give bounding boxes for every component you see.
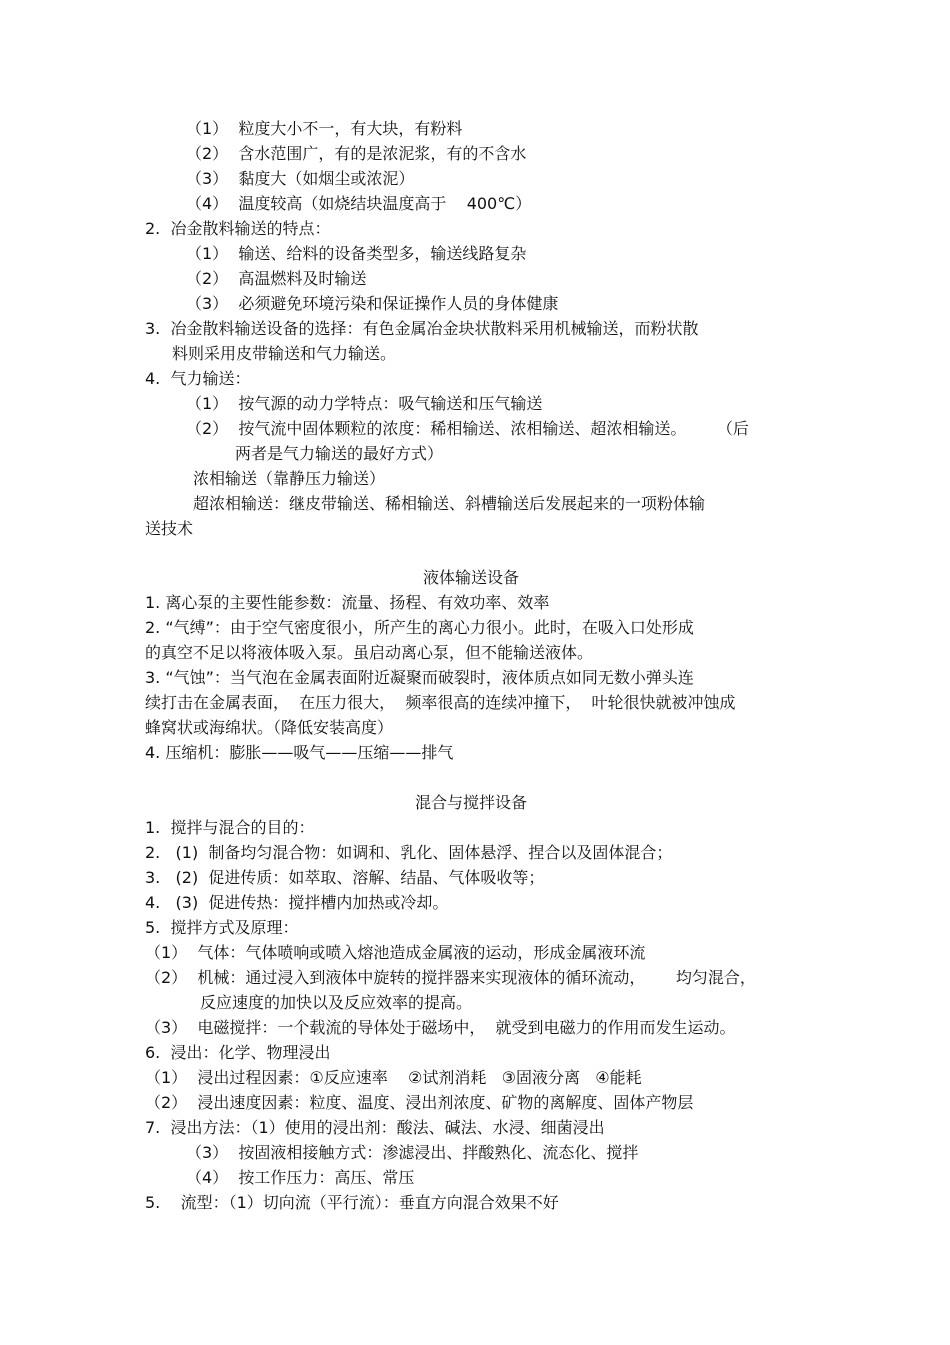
section-heading: 混合与搅拌设备 [414, 793, 527, 812]
text-line: 1. 搅拌与混合的目的： [145, 818, 315, 837]
text-line: （2） 按气流中固体颗粒的浓度：稀相输送、浓相输送、超浓相输送。 （后 [186, 419, 749, 438]
text-line: （2） 含水范围广，有的是浓泥浆，有的不含水 [186, 144, 527, 163]
text-line: （2） 高温燃料及时输送 [186, 269, 367, 288]
text-line: 续打击在金属表面， 在压力很大， 频率很高的连续冲撞下， 叶轮很快就被冲蚀成 [145, 693, 736, 712]
text-line: 两者是气力输送的最好方式） [235, 444, 444, 463]
text-line: 3. (2) 促进传质：如萃取、溶解、结晶、气体吸收等； [145, 868, 545, 887]
section-heading: 液体输送设备 [422, 568, 519, 587]
text-line: （4） 按工作压力：高压、常压 [186, 1168, 415, 1187]
text-line: 蜂窝状或海绵状。（降低安装高度） [145, 718, 394, 737]
text-line: 料则采用皮带输送和气力输送。 [172, 344, 397, 363]
text-line: （1） 浸出过程因素：①反应速率 ②试剂消耗 ③固液分离 ④能耗 [145, 1068, 642, 1087]
text-line: （3） 黏度大（如烟尘或浓泥） [186, 169, 415, 188]
text-line: 4. 气力输送： [145, 369, 251, 388]
text-line: （1） 粒度大小不一，有大块，有粉料 [186, 119, 463, 138]
text-line: （3） 电磁搅拌：一个载流的导体处于磁场中， 就受到电磁力的作用而发生运动。 [145, 1018, 736, 1037]
text-line: （3） 按固液相接触方式：渗滤浸出、拌酸熟化、流态化、搅拌 [186, 1143, 639, 1162]
text-line: （2） 浸出速度因素：粒度、温度、浸出剂浓度、矿物的离解度、固体产物层 [145, 1093, 694, 1112]
text-line: 5. 流型：（1）切向流（平行流）：垂直方向混合效果不好 [145, 1193, 559, 1212]
text-line: 反应速度的加快以及反应效率的提高。 [200, 993, 473, 1012]
text-line: 7. 浸出方法：（1）使用的浸出剂：酸法、碱法、水浸、细菌浸出 [145, 1118, 605, 1137]
text-line: 2. 冶金散料输送的特点： [145, 219, 331, 238]
text-line: 浓相输送（靠静压力输送） [193, 469, 386, 488]
text-line: 送技术 [145, 519, 194, 538]
text-line: 3. “气蚀”：当气泡在金属表面附近凝聚而破裂时，液体质点如同无数小弹头连 [145, 668, 694, 687]
text-line: （1） 输送、给料的设备类型多，输送线路复杂 [186, 244, 527, 263]
text-line: 1. 离心泵的主要性能参数：流量、扬程、有效功率、效率 [145, 593, 550, 612]
text-line: 2. “气缚”：由于空气密度很小，所产生的离心力很小。此时，在吸入口处形成 [145, 618, 694, 637]
text-line: 2. (1) 制备均匀混合物：如调和、乳化、固体悬浮、捏合以及固体混合； [145, 843, 673, 862]
text-line: 3. 冶金散料输送设备的选择：有色金属冶金块状散料采用机械输送，而粉状散 [145, 319, 699, 338]
text-line: 4. 压缩机：膨胀——吸气——压缩——排气 [145, 743, 454, 762]
text-line: 5. 搅拌方式及原理： [145, 918, 299, 937]
text-line: （1） 按气源的动力学特点：吸气输送和压气输送 [186, 394, 543, 413]
text-line: （3） 必须避免环境污染和保证操作人员的身体健康 [186, 294, 559, 313]
text-line: （2） 机械：通过浸入到液体中旋转的搅拌器来实现液体的循环流动， 均匀混合， [145, 968, 756, 987]
text-line: 的真空不足以将液体吸入泵。虽启动离心泵，但不能输送液体。 [145, 643, 594, 662]
text-line: 4. (3) 促进传热：搅拌槽内加热或冷却。 [145, 893, 449, 912]
text-line: （1） 气体：气体喷响或喷入熔池造成金属液的运动，形成金属液环流 [145, 943, 646, 962]
text-line: 6. 浸出：化学、物理浸出 [145, 1043, 331, 1062]
text-line: 超浓相输送：继皮带输送、稀相输送、斜槽输送后发展起来的一项粉体输 [193, 494, 706, 513]
text-line: （4） 温度较高（如烧结块温度高于 400℃） [186, 194, 532, 213]
